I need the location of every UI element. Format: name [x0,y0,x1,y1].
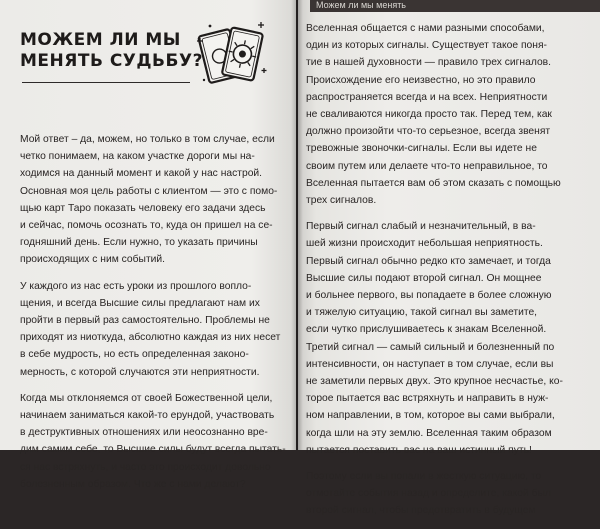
text-line: щения, и всегда Высшие силы предлагают нам их [20,297,260,309]
text-line: пройти в первый раз самостоятельно. Проблемы не [20,315,270,327]
text-line: Первый сигнал слабый и незначительный, в ва- [306,221,536,233]
text-line: отмотайте события назад и определите, какой был [306,488,551,500]
text-line: ном направлении, в том, которое вы сами выбрали, [306,410,555,422]
text-line: второй сигнал, чтобы предотвратить в будущем [306,505,536,517]
text-line: тревожные звоночки-сигналы. Если вы идете не [306,143,537,155]
heading-line-2: МЕНЯТЬ СУДЬБУ? [20,51,203,71]
paragraph [306,218,586,459]
tarot-cards-icon [196,20,268,88]
text-line: должно произойти что-то серьезное, всегда звенят [306,126,551,138]
heading-line-1: МОЖЕМ ЛИ МЫ [20,30,181,50]
text-line: и больнее первого, вы попадаете в более сложную [306,290,552,302]
text-line: Происхождение его неизвестно, но это правило [306,74,536,86]
text-line: в себе мудрость, но есть определенная законо- [20,349,249,361]
page-gutter-shadow [291,0,303,450]
text-line: Поэтому если вы попали в жесткую ситуацию, то [306,471,542,483]
text-line: Первый сигнал обычно редко кто замечает, и тогда [306,255,551,267]
left-body-text [20,131,284,502]
text-line: приходят из ниоткуда, абсолютно каждая из них несет [20,332,281,344]
chapter-heading [20,30,203,72]
text-line: торое пытается вас встряхнуть и направить в нуж- [306,393,549,405]
text-line: щью карт Таро показать человеку его задачи здесь [20,202,266,214]
text-line: когда шли на эту землю. Вселенная таким образом [306,427,552,439]
text-line: происходящих с ним событий. [20,254,166,266]
text-line: распространяется всегда и на всех. Неприятности [306,91,548,103]
paragraph [306,468,586,520]
running-header-text: Можем ли мы менять [316,0,406,10]
text-line: если чутко прислушиваетесь к знакам Вселенной. [306,324,547,336]
text-line: своим путем или делаете что-то неправильное, то [306,160,548,172]
text-line: ходимся на данный момент и какой у нас настрой. [20,168,263,180]
heading-underline [22,82,190,83]
paragraph [306,20,586,209]
left-page [0,0,296,490]
text-line: ся нас встряхнуть, и часто это происходит довольно [20,461,271,473]
text-line: Высшие силы подают второй сигнал. Он мощнее [306,272,542,284]
text-line: трех сигналов. [306,195,377,207]
text-line: и тяжелую ситуацию, такой сигнал вы заметите, [306,307,538,319]
text-line: болезненным образом. Что же с нами делают? [20,478,246,490]
text-line: Вселенная общается с нами разными способами, [306,23,545,34]
right-body-text [306,20,586,529]
text-line: шей жизни происходит небольшая неприятность. [306,238,543,250]
text-line: Мой ответ – да, можем, но только в том случае, если [20,134,275,145]
text-line: тие в нашей духовности — правило трех сигналов. [306,57,551,69]
text-line: не заметили первых двух. Это крупное несчастье, ко- [306,376,563,388]
text-line: и сейчас, помочь осознать то, куда он пришел на се- [20,220,273,232]
paragraph [20,131,284,269]
text-line: мерность, с которой случаются эти неприятности. [20,366,260,378]
text-line: Когда мы отклоняемся от своей Божественной цели, [20,392,273,404]
text-line: Третий сигнал — самый сильный и болезненный по [306,341,555,353]
paragraph [20,390,284,493]
text-line: У каждого из нас есть уроки из прошлого вопло- [20,280,252,292]
paragraph [20,278,284,381]
text-line: годняшний день. Если нужно, то указать причины [20,237,258,249]
running-header [310,0,600,12]
text-line: дим самим себе, то Высшие силы будут всегда пытать- [20,444,286,456]
text-line: один из которых сигналы. Существует такое поня- [306,40,547,52]
text-line: пытается поставить вас на ваш истинный путь! [306,444,532,456]
text-line: начинаем заниматься какой-то ерундой, участвовать [20,410,275,422]
text-line: четко понимаем, на каком участке дороги мы на- [20,151,255,163]
text-line: Вселенная пытается вам об этом сказать с помощью [306,177,561,189]
text-line: Основная моя цель работы с клиентом — это с помо- [20,185,278,197]
text-line: в деструктивных отношениях или неосознанно вре- [20,427,268,439]
text-line: не сваливаются никогда просто так. Перед тем, как [306,109,552,121]
text-line: интенсивности, он наступает в том случае, если вы [306,358,554,370]
